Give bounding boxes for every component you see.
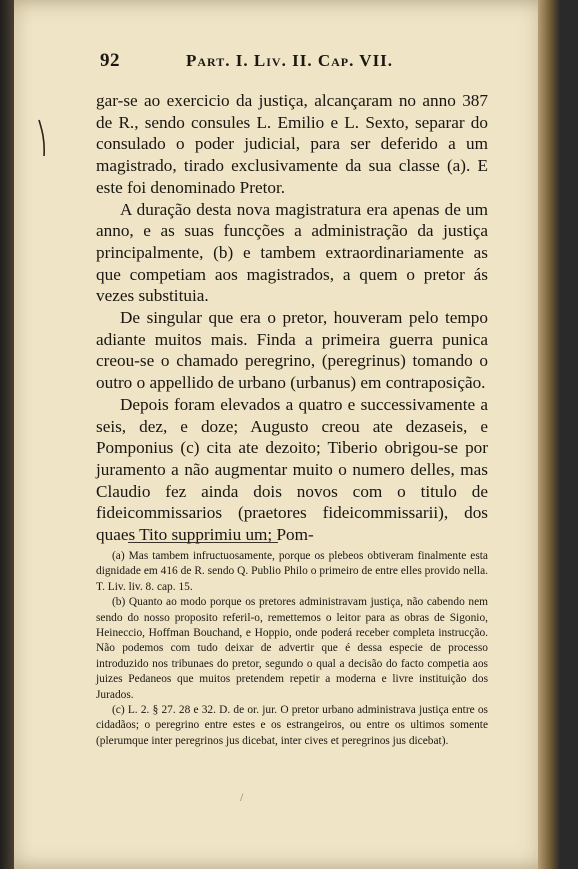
footnotes bbox=[96, 549, 488, 749]
paragraph-4: Depois foram elevados a quatro e successivamente a seis, dez, e doze; Augusto creou ate dezaseis, e Pomponius (c) cita ate dezoito; Tiberio obrigou-se por juramento a não augmentar muito o numero delles, mas Claudio fez ainda dois novos com o titulo de fideicommissarios (praetores fideicommissarii), dos quaes Tito supprimiu um; Pom- bbox=[96, 394, 488, 545]
margin-pencil-mark bbox=[36, 118, 50, 158]
page-number: 92 bbox=[100, 50, 120, 71]
running-title: Part. I. Liv. II. Cap. VII. bbox=[186, 51, 394, 70]
book-left-edge bbox=[0, 0, 14, 869]
footnote-a: (a) Mas tambem infructuosamente, porque os plebeos obtiveram finalmente esta dignidade em 416 de R. sendo Q. Publio Philo o primeiro de entre elles provido nella. T. Liv. liv. 8. cap. 15. bbox=[96, 550, 488, 593]
footnote-rule bbox=[128, 542, 278, 543]
paragraph-2: A duração desta nova magistratura era apenas de um anno, e as suas funcções a administração da justiça principalmente, (b) e tambem extraordinariamente as que competiam aos magistrados, a quem o pretor ás vezes substituia. bbox=[96, 199, 488, 306]
paragraph-1: gar-se ao exercicio da justiça, alcançaram no anno 387 de R., sendo consules L. Emilio e L. Sexto, separar do consulado o poder judicial, para ser deferido a um magistrado, tirado exclusivamente da sua classe (a). E este foi denominado Pretor. bbox=[96, 91, 488, 197]
footnote-c: (c) L. 2. § 27. 28 e 32. D. de or. jur. O pretor urbano administrava justiça entre os cidadãos; o peregrino entre estes e os estrangeiros, ou entre os ultimos somente (plerumque inter peregrinos jus dicebat, inter cives et peregrinos jus dicebat). bbox=[96, 704, 488, 747]
book-spine-shadow bbox=[538, 0, 560, 869]
paper-blemish: / bbox=[240, 790, 244, 804]
main-text bbox=[96, 90, 488, 546]
paragraph-3: De singular que era o pretor, houveram pelo tempo adiante muitos mais. Finda a primeira guerra punica creou-se o chamado peregrino, (peregrinus) tomando o outro o appellido de urbano (urbanus) em contraposição. bbox=[96, 308, 488, 393]
running-header bbox=[100, 50, 490, 78]
footnote-b: (b) Quanto ao modo porque os pretores administravam justiça, não cabendo nem sendo do nosso proposito referil-o, remettemos o leitor para as obras de Sigonio, Heineccio, Hoffman Bouchand, e Hoppio, onde poderá receber completa instrucção. Não podemos com tudo deixar de advertir que é dessa especie de processo introduzido nos tribunaes do pretor, segundo o qual a decisão do facto competia aos juizes Pedaneos que muitos pretendem repetir a moderna e livre instituição dos Jurados. bbox=[96, 596, 488, 701]
